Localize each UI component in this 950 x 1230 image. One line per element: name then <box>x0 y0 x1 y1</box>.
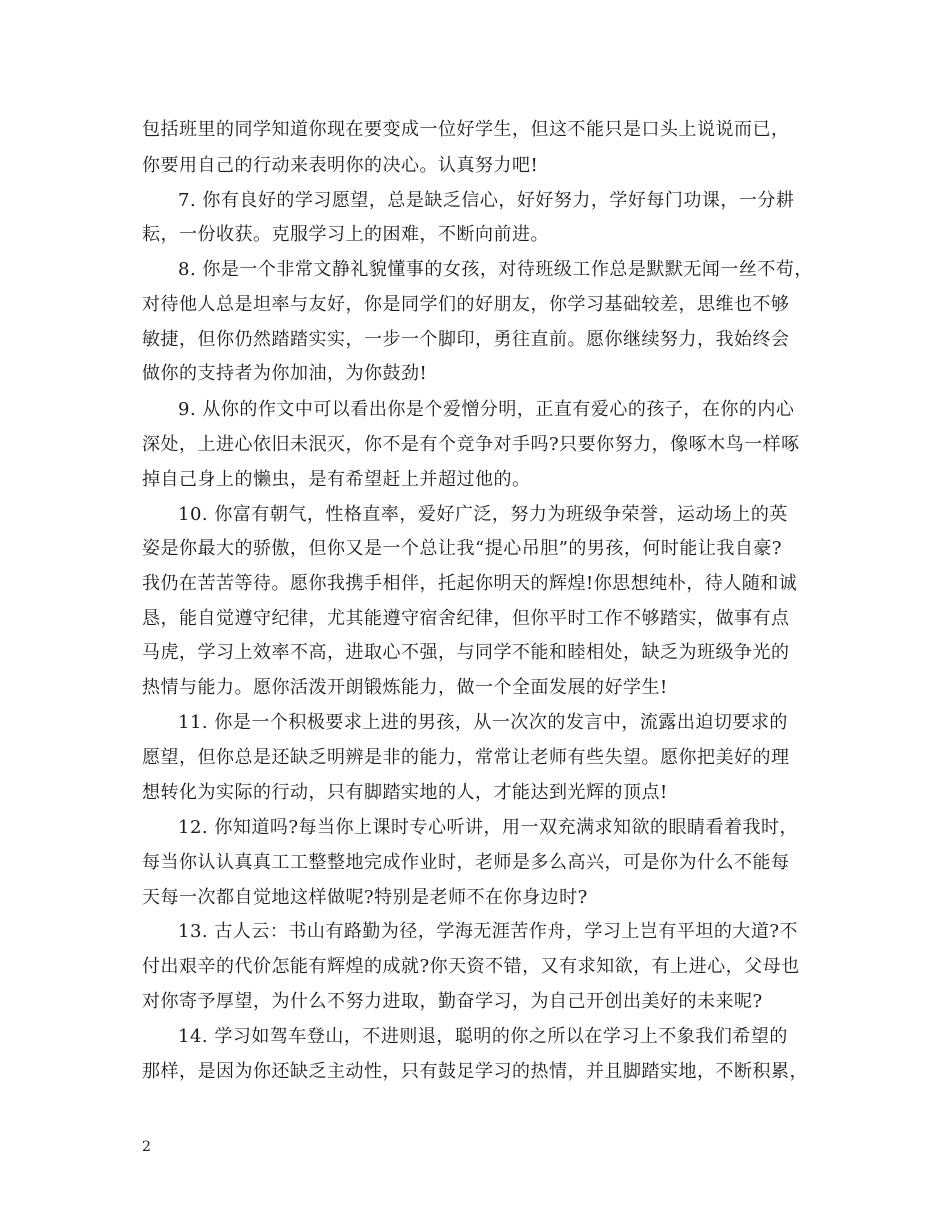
text-line: 那样，是因为你还缺乏主动性，只有鼓足学习的热情，并且脚踏实地，不断积累， <box>142 1061 808 1082</box>
text-line: 愿望，但你总是还缺乏明辨是非的能力，常常让老师有些失望。愿你把美好的理 <box>142 747 790 768</box>
text-line: 姿是你最大的骄傲，但你又是一个总让我“提心吊胆”的男孩，何时能让我自豪? <box>142 538 783 559</box>
text-line: 对待他人总是坦率与友好，你是同学们的好朋友，你学习基础较差，思维也不够 <box>142 294 790 315</box>
text-line: 你要用自己的行动来表明你的决心。认真努力吧! <box>142 155 539 176</box>
text-line: 10. 你富有朝气，性格直率，爱好广泛，努力为班级争荣誉，运动场上的英 <box>178 504 788 525</box>
text-line: 8. 你是一个非常文静礼貌懂事的女孩，对待班级工作总是默默无闻一丝不苟， <box>178 259 813 280</box>
text-line: 热情与能力。愿你活泼开朗锻炼能力，做一个全面发展的好学生! <box>142 677 668 698</box>
text-line: 恳，能自觉遵守纪律，尤其能遵守宿舍纪律，但你平时工作不够踏实，做事有点 <box>142 608 790 629</box>
text-line: 每当你认认真真工工整整地完成作业时，老师是多么高兴，可是你为什么不能每 <box>142 852 790 873</box>
text-line: 做你的支持者为你加油，为你鼓劲! <box>142 363 428 384</box>
text-line: 13. 古人云：书山有路勤为径，学海无涯苦作舟，学习上岂有平坦的大道?不 <box>178 921 798 942</box>
text-line: 深处，上进心依旧未泯灭，你不是有个竞争对手吗?只要你努力，像啄木鸟一样啄 <box>142 434 800 455</box>
text-line: 付出艰辛的代价怎能有辉煌的成就?你天资不错，又有求知欲，有上进心，父母也 <box>142 956 800 977</box>
text-line: 马虎，学习上效率不高，进取心不强，与同学不能和睦相处，缺乏为班级争光的 <box>142 642 790 663</box>
text-line: 14. 学习如驾车登山，不进则退，聪明的你之所以在学习上不象我们希望的 <box>178 1026 788 1047</box>
text-line: 对你寄予厚望，为什么不努力进取，勤奋学习，为自己开创出美好的未来呢? <box>142 991 763 1012</box>
text-line: 我仍在苦苦等待。愿你我携手相伴，托起你明天的辉煌!你思想纯朴，待人随和诚 <box>142 573 798 594</box>
text-line: 7. 你有良好的学习愿望，总是缺乏信心，好好努力，学好每门功课，一分耕 <box>178 190 795 211</box>
text-line: 耘，一份收获。克服学习上的困难，不断向前进。 <box>142 224 549 245</box>
text-line: 掉自己身上的懒虫，是有希望赶上并超过他的。 <box>142 469 531 490</box>
text-line: 9. 从你的作文中可以看出你是个爱憎分明，正直有爱心的孩子，在你的内心 <box>178 399 795 420</box>
text-line: 敏捷，但你仍然踏踏实实，一步一个脚印，勇往直前。愿你继续努力，我始终会 <box>142 329 790 350</box>
text-line: 天每一次都自觉地这样做呢?特别是老师不在你身边时? <box>142 887 588 908</box>
page-number: 2 <box>142 1139 151 1155</box>
text-line: 包括班里的同学知道你现在要变成一位好学生，但这不能只是口头上说说而已， <box>142 119 790 140</box>
text-line: 想转化为实际的行动，只有脚踏实地的人，才能达到光辉的顶点! <box>142 782 668 803</box>
text-line: 11. 你是一个积极要求上进的男孩，从一次次的发言中，流露出迫切要求的 <box>178 712 788 733</box>
text-line: 12. 你知道吗?每当你上课时专心听讲，用一双充满求知欲的眼睛看着我时， <box>178 817 798 838</box>
